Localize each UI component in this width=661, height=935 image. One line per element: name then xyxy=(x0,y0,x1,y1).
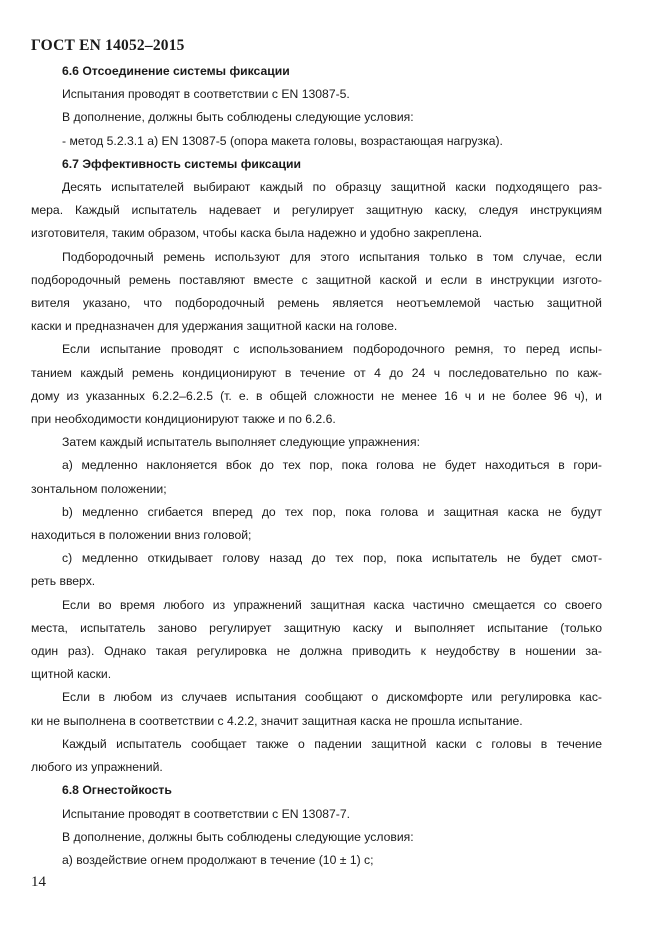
text-line: каски и предназначен для удержания защитной каски на голове. xyxy=(31,319,398,334)
text-line: ки не выполнена в соответствии с 4.2.2, значит защитная каска не прошла испытание. xyxy=(31,713,523,728)
text-line: а) медленно наклоняется вбок до тех пор, пока голова не будет находиться в гори- xyxy=(62,458,602,473)
text-line: b) медленно сгибается вперед до тех пор, пока голова и защитная каска не будут xyxy=(62,504,602,519)
text-line: любого из упражнений. xyxy=(31,760,163,775)
text-line: Затем каждый испытатель выполняет следующие упражнения: xyxy=(62,435,420,450)
text-line: В дополнение, должны быть соблюдены следующие условия: xyxy=(62,829,414,844)
text-line: Если испытание проводят с использованием подбородочного ремня, то перед испы- xyxy=(62,342,602,357)
text-line: Подбородочный ремень используют для этого испытания только в том случае, если xyxy=(62,249,602,264)
page-number: 14 xyxy=(31,874,46,890)
text-line: изготовителя, таким образом, чтобы каска была надежно и удобно закреплена. xyxy=(31,226,483,241)
text-line: находиться в положении вниз головой; xyxy=(31,528,252,543)
text-line: с) медленно откидывает голову назад до тех пор, пока испытатель не будет смот- xyxy=(62,551,602,566)
text-line: Испытание проводят в соответствии с EN 13087-7. xyxy=(62,806,350,821)
text-line: при необходимости кондиционируют также и по 6.2.6. xyxy=(31,412,336,427)
text-line: зонтальном положении; xyxy=(31,481,167,496)
text-line: реть вверх. xyxy=(31,574,96,589)
text-line: а) воздействие огнем продолжают в течение (10 ± 1) с; xyxy=(62,852,374,867)
page-header: ГОСТ EN 14052–2015 xyxy=(31,37,185,54)
text-line: Если в любом из случаев испытания сообщают о дискомфорте или регулировка кас- xyxy=(62,690,602,705)
text-line: мера. Каждый испытатель надевает и регулирует защитную каску, следуя инструкциям xyxy=(31,203,602,218)
document-body xyxy=(31,60,602,872)
text-line: места, испытатель заново регулирует защитную каску и выполняет испытание (только xyxy=(31,620,602,635)
text-line: Десять испытателей выбирают каждый по образцу защитной каски подходящего раз- xyxy=(62,180,602,195)
text-line: щитной каски. xyxy=(31,667,112,682)
section-heading: 6.7 Эффективность системы фиксации xyxy=(62,156,301,171)
text-line: подбородочный ремень поставляют вместе с защитной каской и если в инструкции изгото- xyxy=(31,272,602,287)
text-line: Каждый испытатель сообщает также о падении защитной каски с головы в течение xyxy=(62,736,602,751)
text-line: В дополнение, должны быть соблюдены следующие условия: xyxy=(62,110,414,125)
text-line: Если во время любого из упражнений защитная каска частично смещается со своего xyxy=(62,597,602,612)
text-line: танием каждый ремень кондиционируют в течение от 4 до 24 ч последовательно по каж- xyxy=(31,365,602,380)
text-line: - метод 5.2.3.1 а) EN 13087-5 (опора макета головы, возрастающая нагрузка). xyxy=(62,133,503,148)
text-line: Испытания проводят в соответствии с EN 13087-5. xyxy=(62,87,350,102)
text-line: вителя указано, что подбородочный ремень является неотъемлемой частью защитной xyxy=(31,296,602,311)
section-heading: 6.8 Огнестойкость xyxy=(62,783,172,798)
text-line: дому из указанных 6.2.2–6.2.5 (т. е. в общей сложности не менее 16 ч и не более 96 ч), и xyxy=(31,388,602,403)
text-line: один раз). Однако такая регулировка не должна приводить к неудобству в ношении за- xyxy=(31,644,602,659)
section-heading: 6.6 Отсоединение системы фиксации xyxy=(62,64,290,78)
